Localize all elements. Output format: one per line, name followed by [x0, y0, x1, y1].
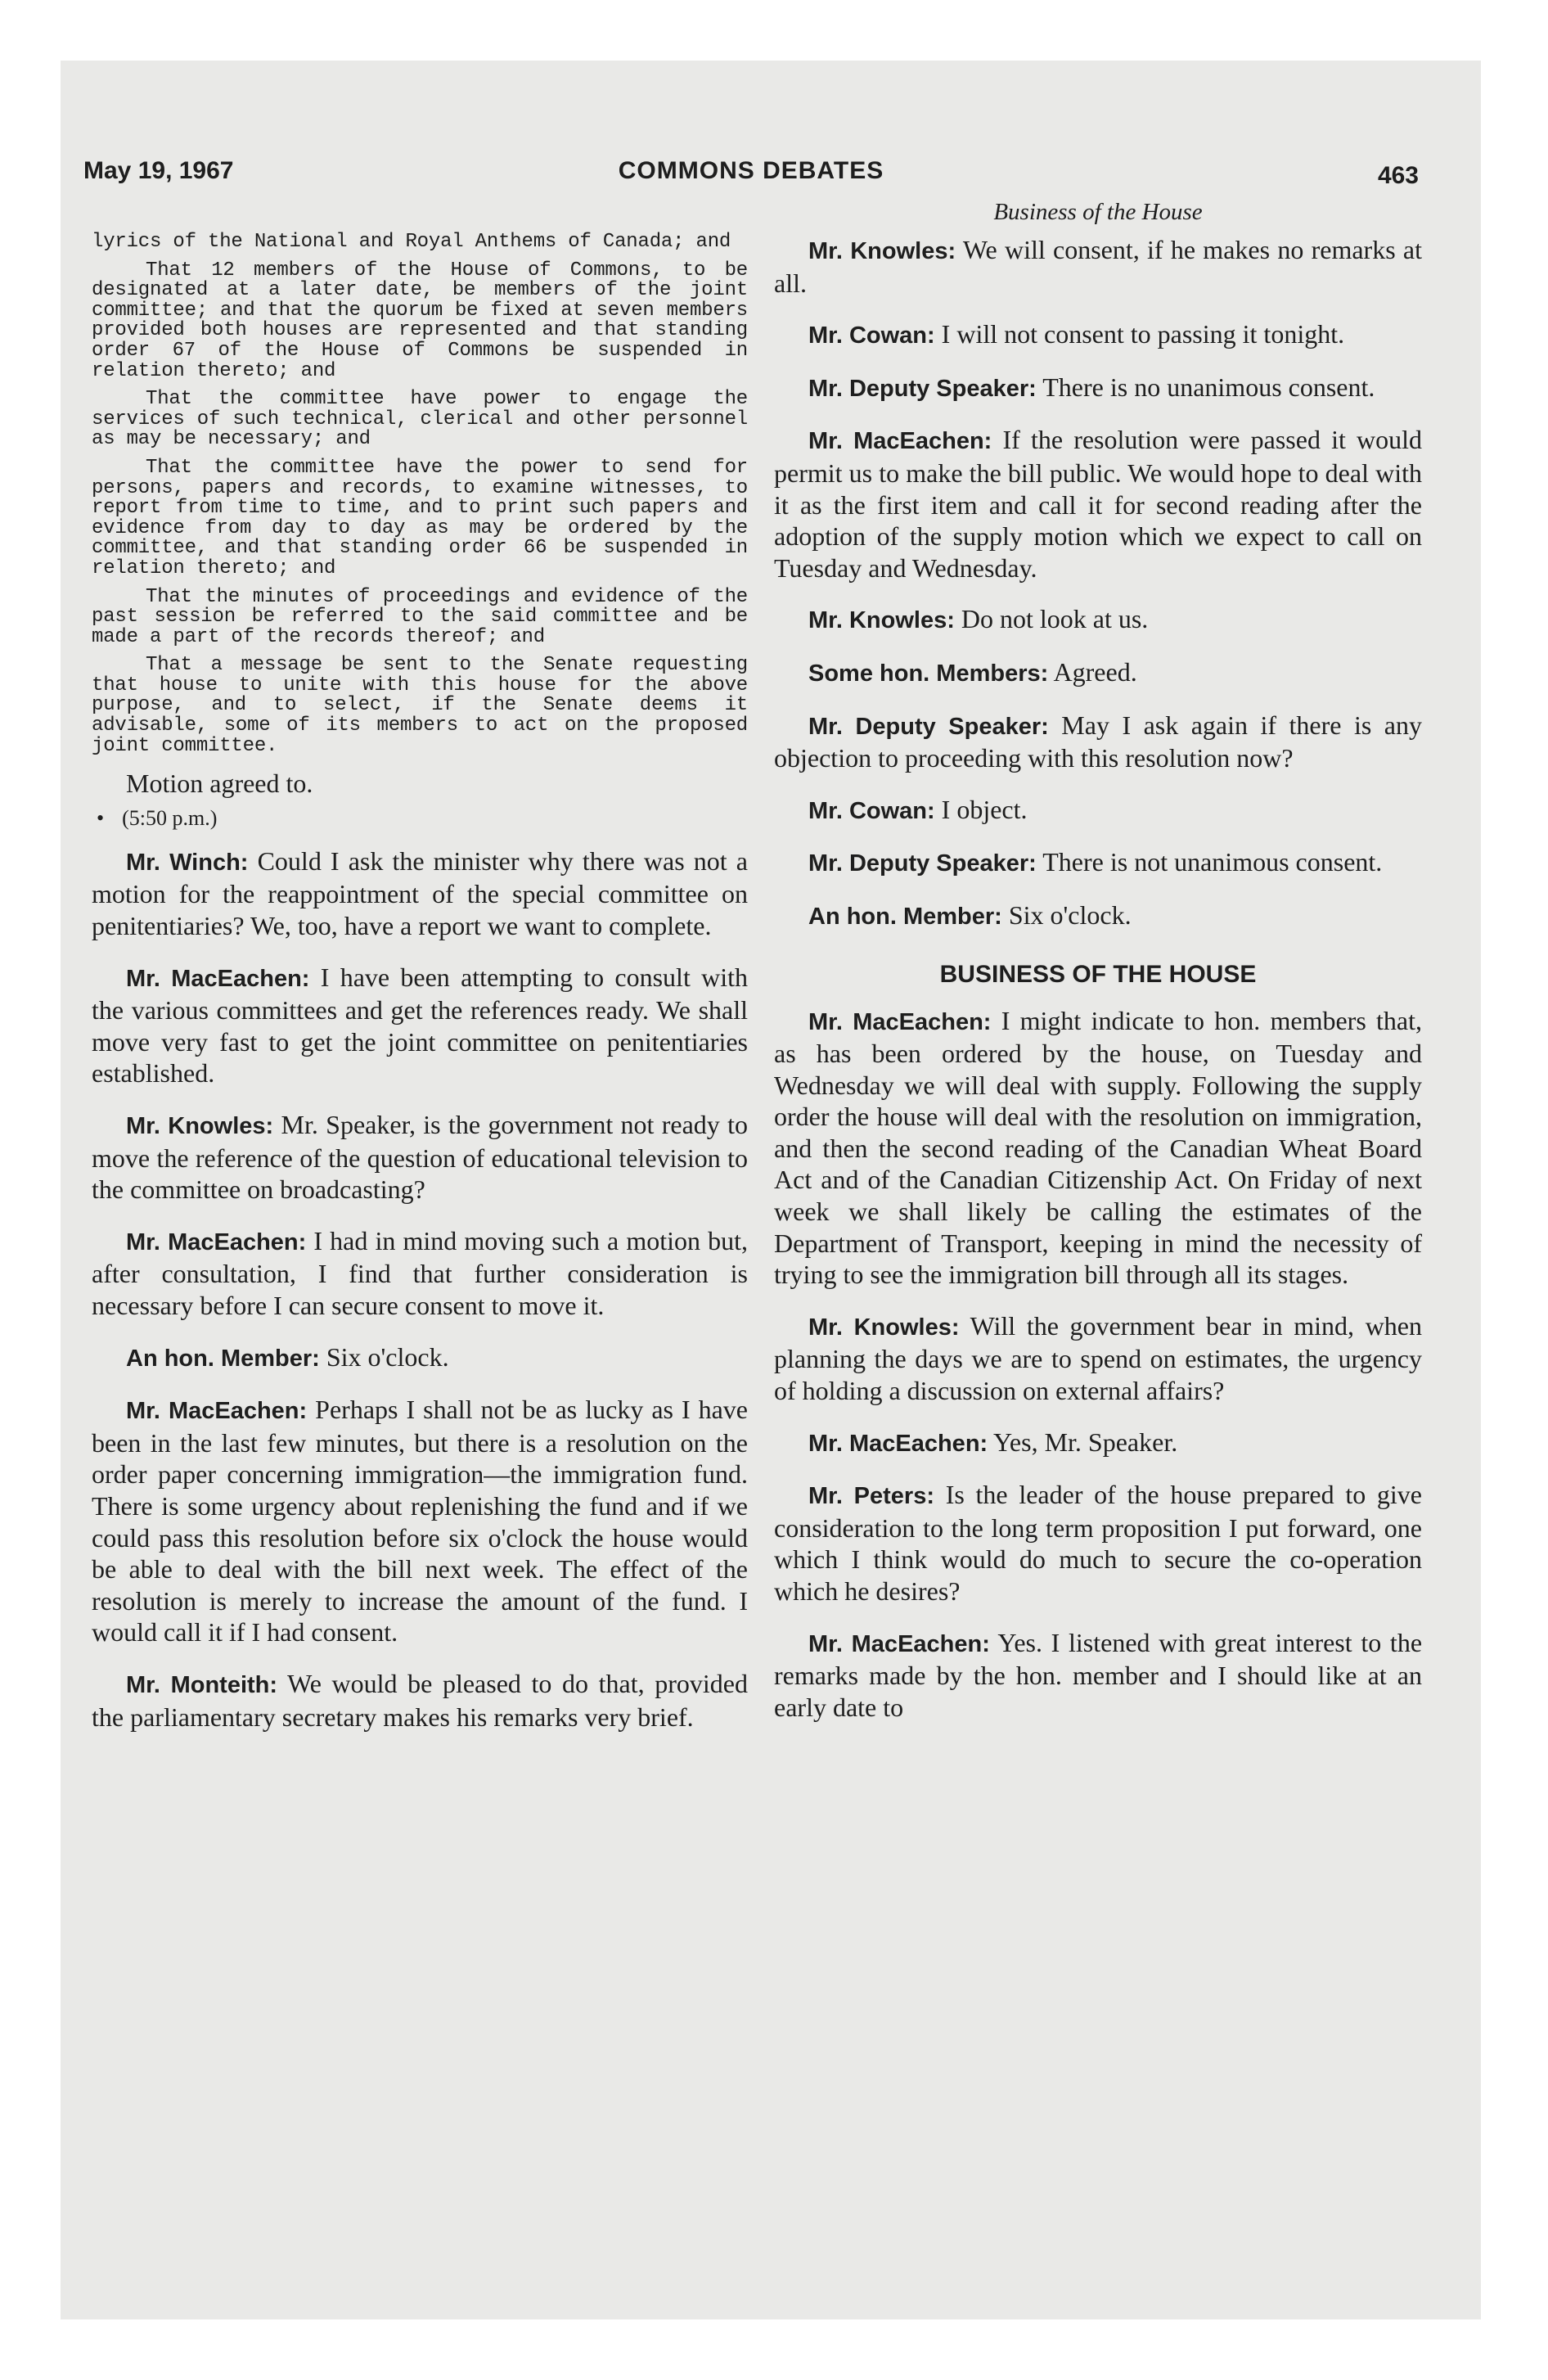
speech-text: Yes, Mr. Speaker. — [993, 1427, 1178, 1457]
speech-text: Do not look at us. — [961, 604, 1149, 634]
speech-paragraph — [774, 846, 1422, 880]
speech-text: Is the leader of the house prepared to give consideration to the long term proposition I put forward, one which I think would do much to secure the co-operation which he desires? — [774, 1480, 1422, 1606]
speaker-name: Mr. Knowles: — [126, 1113, 274, 1139]
speaker-name: Mr. MacEachen: — [808, 1430, 988, 1457]
motion-paragraph: lyrics of the National and Royal Anthems of Canada; and — [92, 231, 731, 253]
speech-paragraph — [774, 1427, 1422, 1460]
running-subhead: Business of the House — [993, 199, 1203, 225]
motion-paragraph: That the committee have the power to send for persons, papers and records, to examine witnesses, to report from time to time, and to print such papers and evidence from day to day as may be ordered by the committee, and that standing order 66 be suspended in relation thereto; and — [92, 456, 748, 579]
speaker-name: Mr. Deputy Speaker: — [808, 375, 1037, 402]
speaker-name: An hon. Member: — [126, 1345, 320, 1372]
speech-paragraph — [774, 234, 1422, 299]
speech-text: Will the government bear in mind, when planning the days we are to spend on estimates, the urgency of holding a discussion on external affairs? — [774, 1310, 1423, 1406]
speech-text: There is no unanimous consent. — [1042, 372, 1375, 402]
speech-paragraph — [774, 1310, 1422, 1407]
speech-text: I object. — [941, 794, 1028, 824]
bullet-icon: • — [97, 805, 105, 830]
speaker-name: Mr. MacEachen: — [126, 1398, 308, 1425]
speaker-name: Mr. MacEachen: — [808, 1008, 992, 1035]
speaker-name: Mr. Cowan: — [808, 322, 935, 349]
motion-paragraph: That the committee have power to engage the services of such technical, clerical and other personnel as may be necessary; and — [92, 388, 748, 451]
speech-text: If the resolution were passed it would permit us to make the bill public. We would hope to deal with it as the first item and call it for second reading after the adoption of the supply motion which we expect to call on Tuesday and Wednesday. — [774, 425, 1423, 583]
time-stamp — [97, 806, 748, 831]
speaker-name: Mr. Knowles: — [808, 1314, 960, 1341]
speech-text: I will not consent to passing it tonight. — [941, 319, 1345, 349]
speaker-name: Mr. MacEachen: — [808, 1630, 990, 1657]
speech-paragraph — [92, 962, 748, 1089]
speaker-name: Mr. Knowles: — [808, 238, 956, 264]
speaker-name: Mr. MacEachen: — [126, 1228, 307, 1255]
speech-text: I have been attempting to consult with the various committees and get the references ready. We shall move very fast to get the joint committee on penitentiaries established. — [92, 962, 749, 1089]
speaker-name: An hon. Member: — [808, 903, 1002, 930]
speech-text: Perhaps I shall not be as lucky as I have been in the last few minutes, but there is a resolution on the order paper concerning immigration—the immigration fund. There is some urgency about replenishing the fund and if we could pass this resolution before six o'clock the house would be able to deal with the bill next week. The effect of the resolution is merely to increase the amount of the fund. I would call it if I had consent. — [92, 1395, 749, 1648]
speech-text: There is not unanimous consent. — [1042, 847, 1383, 877]
speech-paragraph — [774, 899, 1422, 933]
speech-paragraph — [774, 372, 1422, 405]
speech-paragraph — [92, 1109, 748, 1206]
speech-paragraph — [774, 603, 1422, 637]
page-number: 463 — [1377, 162, 1419, 189]
speaker-name: Mr. Knowles: — [808, 607, 955, 634]
speaker-name: Mr. Peters: — [808, 1483, 934, 1510]
speech-paragraph — [92, 1225, 748, 1322]
speech-text: May I ask again if there is any objection to proceeding with this resolution now? — [774, 710, 1423, 773]
time-text: (5:50 p.m.) — [122, 805, 218, 830]
speech-text: Six o'clock. — [326, 1341, 449, 1372]
speaker-name: Some hon. Members: — [808, 660, 1049, 687]
speech-paragraph — [774, 656, 1422, 690]
speech-paragraph — [92, 845, 748, 942]
speech-text: Agreed. — [1053, 656, 1137, 687]
header-title: COMMONS DEBATES — [618, 157, 884, 184]
speech-paragraph — [774, 710, 1422, 774]
speech-text: I might indicate to hon. members that, as has been ordered by the house, on Tuesday and Wednesday we will deal with supply. Following the supply order the house will deal with the resolution on immigration, and then the second reading of the Canadian Wheat Board Act and of the Canadian Citizenship Act. On Friday of next week we shall likely be calling the estimates of the Department of Transport, keeping in mind the necessity of trying to see the immigration bill through all its stages. — [774, 1005, 1423, 1290]
section-heading: BUSINESS OF THE HOUSE — [939, 960, 1257, 988]
motion-agreed: Motion agreed to. — [126, 769, 313, 799]
speaker-name: Mr. Deputy Speaker: — [808, 713, 1049, 740]
speech-paragraph — [92, 1394, 748, 1648]
speech-paragraph — [92, 1341, 748, 1375]
speech-paragraph — [774, 1005, 1422, 1291]
page-header — [83, 157, 1419, 198]
header-date: May 19, 1967 — [83, 157, 234, 184]
right-column — [774, 196, 1422, 1742]
motion-paragraph: That the minutes of proceedings and evidence of the past session be referred to the said committee and be made a part of the records thereof; and — [92, 585, 748, 648]
speaker-name: Mr. Monteith: — [126, 1671, 278, 1698]
speech-paragraph — [92, 1668, 748, 1733]
speech-paragraph — [774, 424, 1422, 584]
speech-paragraph — [774, 1479, 1422, 1607]
left-column — [92, 232, 748, 1752]
speech-text: We will consent, if he makes no remarks at all. — [774, 235, 1423, 298]
speaker-name: Mr. Deputy Speaker: — [808, 850, 1037, 877]
speech-text: Mr. Speaker, is the government not ready to move the reference of the question of educational television to the committee on broadcasting? — [92, 1110, 749, 1205]
motion-paragraph: That a message be sent to the Senate requesting that house to unite with this house for the above purpose, and to select, if the Senate deems it advisable, some of its members to act on the proposed joint committee. — [92, 654, 748, 757]
speech-text: Could I ask the minister why there was not a motion for the reappointment of the special committee on penitentiaries? We, too, have a report we want to complete. — [92, 845, 748, 941]
speaker-name: Mr. Cowan: — [808, 797, 935, 824]
speaker-name: Mr. MacEachen: — [808, 428, 992, 455]
speech-paragraph — [774, 1627, 1422, 1724]
speaker-name: Mr. MacEachen: — [126, 965, 310, 992]
speech-text: I had in mind moving such a motion but, after consultation, I find that further consideration is necessary before I can secure consent to move it. — [92, 1225, 749, 1320]
speech-text: Yes. I listened with great interest to the remarks made by the hon. member and I should like at an early date to — [774, 1627, 1423, 1722]
speech-text: Six o'clock. — [1008, 899, 1132, 930]
speech-paragraph — [774, 318, 1422, 352]
motion-paragraph: That 12 members of the House of Commons, to be designated at a later date, be members of the joint committee; and that the quorum be fixed at seven members provided both houses are represented and that standing order 67 of the House of Commons be suspended in relation thereto; and — [92, 259, 748, 382]
speaker-name: Mr. Winch: — [126, 849, 249, 876]
speech-paragraph — [774, 794, 1422, 827]
speech-text: We would be pleased to do that, provided the parliamentary secretary makes his remarks very brief. — [92, 1668, 749, 1732]
